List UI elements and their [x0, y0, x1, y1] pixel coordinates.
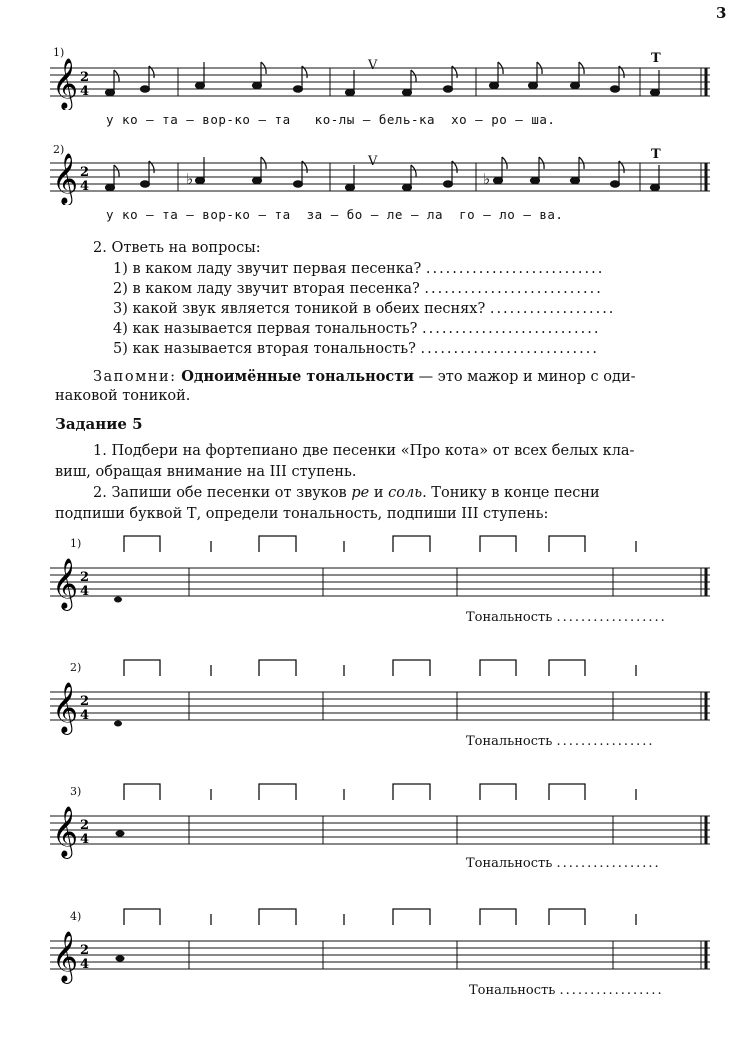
question-3: [113, 299, 615, 319]
task5-title: Задание 5: [55, 415, 143, 433]
exercise3-tonality: [466, 856, 661, 871]
svg-text:4: 4: [80, 708, 90, 723]
answer-dots[interactable]: ...........................: [424, 281, 603, 297]
song2-lyrics: у ко – та – вор-ко – та за – бо – ле – ла го – ло – ва.: [106, 207, 564, 222]
svg-text:𝄞: 𝄞: [52, 806, 79, 857]
task5-p2-line2: подпиши буквой Т, определи тональность, подпиши III ступень:: [55, 506, 549, 522]
svg-text:4: 4: [80, 179, 90, 194]
svg-text:𝄞: 𝄞: [52, 931, 79, 982]
task5-p1-line1: 1. Подбери на фортепиано две песенки «Про кота» от всех белых кла-: [93, 443, 635, 459]
song1-tonic-mark: Т: [651, 51, 661, 66]
song1-number: 1): [53, 46, 65, 59]
song2-breath-mark: V: [368, 154, 378, 169]
question-text: 1) в каком ладу звучит первая песенка?: [113, 261, 422, 277]
remember-term: Одноимённые тональности: [181, 368, 414, 385]
svg-text:4: 4: [80, 957, 90, 972]
song1-lyrics: у ко – та – вор-ко – та ко-лы – бель-ка хо – ро – ша.: [106, 112, 556, 127]
task5-p2-and: и: [373, 485, 384, 501]
svg-text:4: 4: [80, 84, 90, 99]
question-text: 2) в каком ладу звучит вторая песенка?: [113, 281, 420, 297]
tonality-label: Тональность: [466, 734, 553, 749]
svg-text:𝄞: 𝄞: [52, 558, 79, 609]
svg-text:♭: ♭: [186, 170, 194, 188]
answer-dots[interactable]: ...........................: [425, 261, 605, 277]
song2-number: 2): [53, 143, 65, 156]
question-text: 3) какой звук является тоникой в обеих песнях?: [113, 301, 486, 317]
tonality-answer[interactable]: ................: [556, 734, 655, 749]
question-2: [113, 279, 603, 299]
exercise2-staff[interactable]: [50, 656, 715, 736]
svg-text:♭: ♭: [483, 170, 491, 188]
svg-text:2: 2: [80, 70, 90, 85]
song1-staff: [50, 58, 715, 110]
tonality-label: Тональность: [469, 983, 556, 998]
question-5: [113, 339, 599, 359]
remember-line1: [93, 366, 636, 388]
question-text: 5) как называется вторая тональность?: [113, 341, 416, 357]
exercise4-number: 4): [70, 910, 82, 923]
tonality-answer[interactable]: ..................: [556, 610, 667, 625]
task5-p2-text-end: . Тонику в конце песни: [422, 485, 600, 501]
svg-text:2: 2: [80, 165, 90, 180]
exercise4-tonality: [469, 983, 664, 998]
remember-label: Запомни:: [93, 369, 177, 385]
question-text: 4) как называется первая тональность?: [113, 321, 418, 337]
exercise3-number: 3): [70, 785, 82, 798]
task5-p1-line2: виш, обращая внимание на III ступень.: [55, 464, 357, 480]
svg-text:4: 4: [80, 584, 90, 599]
exercise2-number: 2): [70, 661, 82, 674]
svg-text:2: 2: [80, 943, 90, 958]
svg-text:𝄞: 𝄞: [52, 58, 79, 109]
note-re: ре: [351, 485, 370, 501]
question-1: [113, 259, 604, 279]
svg-text:𝄞: 𝄞: [52, 682, 79, 733]
tonality-label: Тональность: [466, 856, 553, 871]
svg-text:2: 2: [80, 570, 90, 585]
question-4: [113, 319, 600, 339]
exercise2-tonality: [466, 734, 655, 749]
svg-text:4: 4: [80, 832, 90, 847]
questions-title: 2. Ответь на вопросы:: [93, 240, 261, 256]
song2-tonic-mark: Т: [651, 147, 661, 162]
svg-text:2: 2: [80, 818, 90, 833]
exercise1-staff[interactable]: [50, 532, 715, 612]
task5-p2-text: 2. Запиши обе песенки от звуков: [93, 485, 347, 501]
tonality-answer[interactable]: .................: [556, 856, 661, 871]
exercise3-staff[interactable]: [50, 780, 715, 860]
song2-staff: [50, 153, 715, 205]
remember-line2: наковой тоникой.: [55, 388, 191, 404]
song1-breath-mark: V: [368, 58, 378, 73]
exercise1-number: 1): [70, 537, 82, 550]
answer-dots[interactable]: ...........................: [422, 321, 601, 337]
tonality-label: Тональность: [466, 610, 553, 625]
task5-p2-line1: [93, 483, 600, 504]
answer-dots[interactable]: ...................: [489, 301, 616, 317]
svg-text:𝄞: 𝄞: [52, 153, 79, 204]
exercise1-tonality: [466, 610, 667, 625]
remember-text1: — это мажор и минор с оди-: [418, 369, 636, 385]
answer-dots[interactable]: ...........................: [420, 341, 599, 357]
exercise4-staff[interactable]: [50, 905, 715, 985]
page-number: 3: [716, 4, 727, 22]
note-sol: соль: [388, 485, 423, 501]
tonality-answer[interactable]: .................: [559, 983, 664, 998]
svg-text:2: 2: [80, 694, 90, 709]
